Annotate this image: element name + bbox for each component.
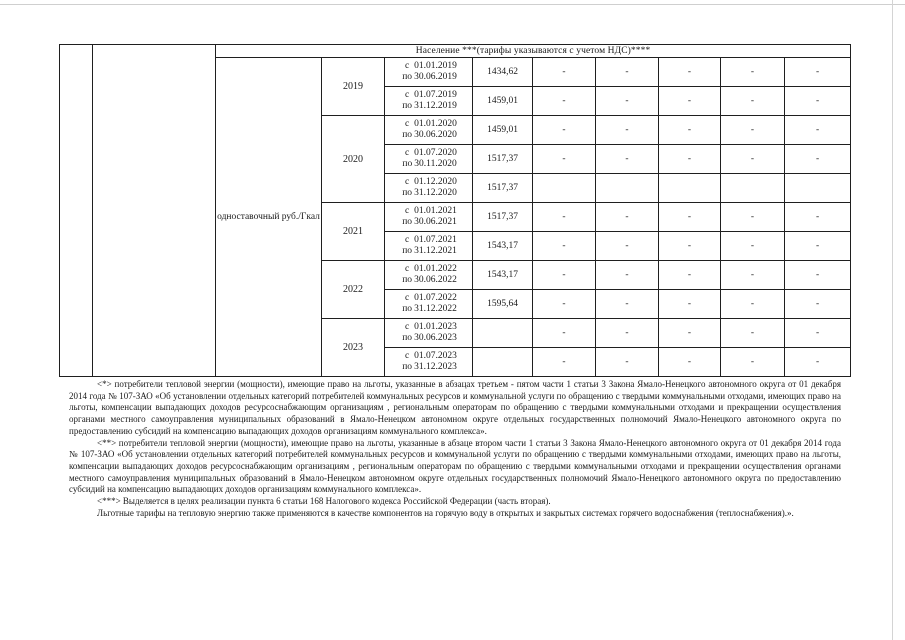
empty-value-cell xyxy=(659,174,721,203)
empty-value-cell: - xyxy=(533,319,596,348)
empty-value-cell: - xyxy=(533,145,596,174)
empty-value-cell xyxy=(785,174,851,203)
empty-value-cell xyxy=(721,174,785,203)
empty-value-cell: - xyxy=(533,348,596,377)
period-from-prefix: с xyxy=(405,90,410,100)
period-from-date: 01.07.2020 xyxy=(414,148,457,158)
scan-edge-right xyxy=(892,0,893,640)
empty-value-cell: - xyxy=(785,319,851,348)
period-from-prefix: с xyxy=(405,61,410,71)
empty-value-cell: - xyxy=(596,319,659,348)
empty-value-cell: - xyxy=(785,232,851,261)
empty-value-cell: - xyxy=(659,203,721,232)
tariff-value: 1543,17 xyxy=(473,261,533,290)
empty-value-cell: - xyxy=(596,116,659,145)
period-from-date: 01.01.2019 xyxy=(414,61,457,71)
empty-value-cell: - xyxy=(533,290,596,319)
period-from-date: 01.01.2022 xyxy=(414,264,457,274)
empty-value-cell: - xyxy=(721,290,785,319)
tariff-value: 1459,01 xyxy=(473,87,533,116)
empty-value-cell: - xyxy=(785,290,851,319)
tariff-value: 1434,62 xyxy=(473,58,533,87)
period-from-prefix: с xyxy=(405,322,410,332)
footnote-2: <**> потребители тепловой энергии (мощности), имеющие право на льготы, указанные в абзаце втором части 1 статьи 3 Закона Ямало-Ненецкого автономного округа от 01 декабря 2014 года № 107-ЗАО «Об установлении отдельных категорий потребителей коммунальных ресурсов и коммунальной услуги по обращению с твердыми коммунальными отходами, имеющих право на льготы, компенсации выпадающих доходов ресурсоснабжающим организациям , региональным операторам по обращению с твердыми коммунальными отходами и прекращении осуществления органами местного самоуправления муниципальных образований в Ямало-Ненецком автономном округе отдельных государственных полномочий Ямало-Ненецкого автономного округа по предоставлению субсидий на компенсацию выпадающих доходов организациям коммунального комплекса». xyxy=(69,437,841,495)
tariff-value: 1459,01 xyxy=(473,116,533,145)
empty-value-cell: - xyxy=(659,116,721,145)
empty-value-cell: - xyxy=(533,261,596,290)
empty-value-cell: - xyxy=(721,145,785,174)
empty-value-cell: - xyxy=(721,348,785,377)
period-from-date: 01.07.2022 xyxy=(414,293,457,303)
period-from-prefix: с xyxy=(405,177,410,187)
empty-value-cell: - xyxy=(785,145,851,174)
empty-value-cell: - xyxy=(659,87,721,116)
period-cell xyxy=(385,116,473,145)
period-to-date: 31.12.2023 xyxy=(414,362,457,372)
empty-value-cell: - xyxy=(533,58,596,87)
tariff-value: 1595,64 xyxy=(473,290,533,319)
period-to-prefix: по xyxy=(402,333,413,343)
period-to-prefix: по xyxy=(402,72,413,82)
tariff-value xyxy=(473,348,533,377)
tariff-value: 1517,37 xyxy=(473,145,533,174)
period-cell xyxy=(385,290,473,319)
period-to-date: 30.06.2023 xyxy=(414,333,457,343)
period-from-prefix: с xyxy=(405,264,410,274)
year-cell: 2022 xyxy=(322,261,385,319)
year-cell: 2021 xyxy=(322,203,385,261)
empty-value-cell: - xyxy=(596,261,659,290)
empty-value-cell: - xyxy=(785,87,851,116)
period-to-date: 31.12.2020 xyxy=(414,188,457,198)
footnote-3: <***> Выделяется в целях реализации пункта 6 статьи 168 Налогового кодекса Российской Федерации (часть вторая). xyxy=(97,496,551,507)
empty-value-cell: - xyxy=(533,116,596,145)
period-from-date: 01.01.2023 xyxy=(414,322,457,332)
period-to-date: 30.11.2020 xyxy=(414,159,457,169)
period-from-prefix: с xyxy=(405,206,410,216)
period-to-date: 30.06.2021 xyxy=(414,217,457,227)
period-from-prefix: с xyxy=(405,293,410,303)
empty-value-cell: - xyxy=(721,58,785,87)
period-cell xyxy=(385,203,473,232)
empty-value-cell xyxy=(533,174,596,203)
period-to-prefix: по xyxy=(402,217,413,227)
empty-value-cell: - xyxy=(785,203,851,232)
empty-value-cell: - xyxy=(659,319,721,348)
period-from-prefix: с xyxy=(405,148,410,158)
period-to-date: 31.12.2021 xyxy=(414,246,457,256)
empty-value-cell: - xyxy=(533,232,596,261)
period-cell xyxy=(385,261,473,290)
footnotes xyxy=(69,379,841,519)
period-to-prefix: по xyxy=(402,362,413,372)
empty-value-cell: - xyxy=(596,290,659,319)
period-cell xyxy=(385,348,473,377)
tariff-table xyxy=(59,44,851,377)
empty-value-cell: - xyxy=(721,203,785,232)
empty-value-cell: - xyxy=(659,290,721,319)
year-cell: 2020 xyxy=(322,116,385,203)
empty-value-cell: - xyxy=(721,319,785,348)
period-from-prefix: с xyxy=(405,119,410,129)
blank-column-1 xyxy=(60,45,93,377)
period-from-prefix: с xyxy=(405,235,410,245)
empty-value-cell: - xyxy=(596,145,659,174)
period-to-date: 31.12.2022 xyxy=(414,304,457,314)
period-cell xyxy=(385,58,473,87)
footnote-1: <*> потребители тепловой энергии (мощности), имеющие право на льготы, указанные в абзацах третьем - пятом части 1 статьи 3 Закона Ямало-Ненецкого автономного округа от 01 декабря 2014 года № 107-ЗАО «Об установлении отдельных категорий потребителей коммунальных ресурсов и коммунальной услуги по обращению с твердыми коммунальными отходами, имеющих право на льготы, компенсации выпадающих доходов ресурсоснабжающим организациям , региональным операторам по обращению с твердыми коммунальными отходами и прекращении осуществления органами местного самоуправления муниципальных образований в Ямало-Ненецком автономном округе отдельных государственных полномочий Ямало-Ненецкого автономного округа по предоставлению субсидий на компенсацию выпадающих доходов организациям коммунального комплекса». xyxy=(69,379,841,436)
tariff-value: 1517,37 xyxy=(473,203,533,232)
period-cell xyxy=(385,87,473,116)
empty-value-cell: - xyxy=(785,261,851,290)
period-to-prefix: по xyxy=(402,275,413,285)
empty-value-cell: - xyxy=(659,232,721,261)
period-to-prefix: по xyxy=(402,188,413,198)
empty-value-cell: - xyxy=(533,87,596,116)
year-cell: 2019 xyxy=(322,58,385,116)
empty-value-cell: - xyxy=(596,203,659,232)
period-to-prefix: по xyxy=(402,159,413,169)
empty-value-cell: - xyxy=(785,348,851,377)
period-to-date: 30.06.2020 xyxy=(414,130,457,140)
empty-value-cell: - xyxy=(785,116,851,145)
period-from-date: 01.01.2020 xyxy=(414,119,457,129)
period-cell xyxy=(385,232,473,261)
period-to-prefix: по xyxy=(402,101,413,111)
empty-value-cell: - xyxy=(659,348,721,377)
scan-edge-top xyxy=(0,4,905,5)
period-from-date: 01.12.2020 xyxy=(414,177,457,187)
empty-value-cell: - xyxy=(596,348,659,377)
empty-value-cell: - xyxy=(659,261,721,290)
period-from-date: 01.07.2019 xyxy=(414,90,457,100)
period-cell xyxy=(385,174,473,203)
tariff-unit-label: одноставочный руб./Гкал xyxy=(216,58,322,377)
empty-value-cell: - xyxy=(721,261,785,290)
empty-value-cell: - xyxy=(721,87,785,116)
empty-value-cell: - xyxy=(596,232,659,261)
period-to-date: 30.06.2019 xyxy=(414,72,457,82)
blank-column-2 xyxy=(93,45,216,377)
tariff-value: 1543,17 xyxy=(473,232,533,261)
tariff-value xyxy=(473,319,533,348)
period-from-date: 01.07.2023 xyxy=(414,351,457,361)
period-to-date: 30.06.2022 xyxy=(414,275,457,285)
period-to-prefix: по xyxy=(402,304,413,314)
period-cell xyxy=(385,319,473,348)
empty-value-cell: - xyxy=(659,58,721,87)
empty-value-cell: - xyxy=(785,58,851,87)
period-from-date: 01.01.2021 xyxy=(414,206,457,216)
period-from-date: 01.07.2021 xyxy=(414,235,457,245)
footnote-4: Льготные тарифы на тепловую энергию также применяются в качестве компонентов на горячую воду в открытых и закрытых системах горячего водоснабжения (теплоснабжения).». xyxy=(97,507,794,518)
empty-value-cell: - xyxy=(596,87,659,116)
empty-value-cell xyxy=(596,174,659,203)
period-to-date: 31.12.2019 xyxy=(414,101,457,111)
empty-value-cell: - xyxy=(533,203,596,232)
period-cell xyxy=(385,145,473,174)
table-header-population: Население ***(тарифы указываются с учетом НДС)**** xyxy=(216,45,851,58)
year-cell: 2023 xyxy=(322,319,385,377)
tariff-value: 1517,37 xyxy=(473,174,533,203)
period-to-prefix: по xyxy=(402,246,413,256)
period-from-prefix: с xyxy=(405,351,410,361)
empty-value-cell: - xyxy=(721,116,785,145)
empty-value-cell: - xyxy=(721,232,785,261)
empty-value-cell: - xyxy=(596,58,659,87)
empty-value-cell: - xyxy=(659,145,721,174)
period-to-prefix: по xyxy=(402,130,413,140)
